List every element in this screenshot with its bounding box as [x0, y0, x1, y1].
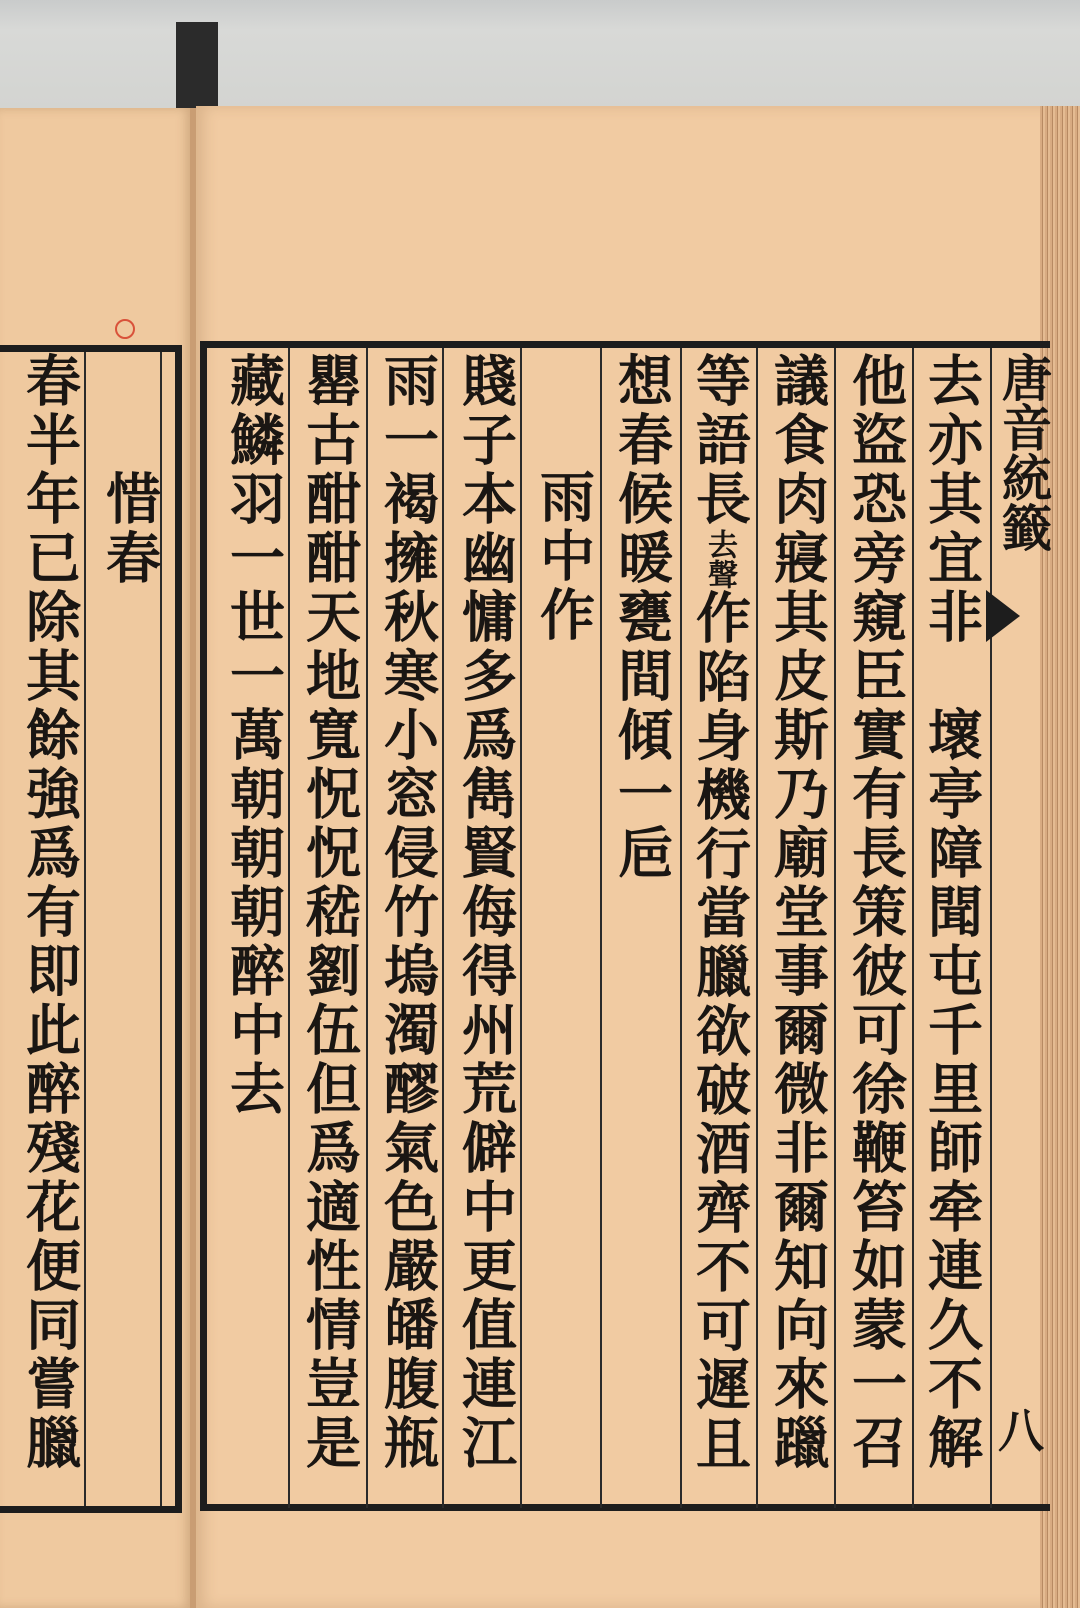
column-text: 等語長 [687, 352, 752, 529]
fishtail-mark [986, 590, 1020, 642]
column-rule [680, 348, 682, 1508]
text-column-9: 罌古酣酣天地寬怳怳嵇劉伍但爲適性情豈是 [297, 352, 362, 1473]
text-column-8: 雨一褐擁秋寒小窓侵竹塢濁醪氣色嚴皤腹瓶 [375, 352, 440, 1473]
column-rule [288, 348, 290, 1508]
red-circle-mark [115, 319, 135, 339]
column-rule [912, 348, 914, 1508]
text-column-4 [686, 352, 752, 1474]
column-rule [84, 352, 86, 1506]
text-column-10: 藏鱗羽一世一萬朝朝朝醉中去 [221, 352, 286, 1119]
left-text-column: 春半年已除其餘強爲有即此醉殘花便同嘗臘 [17, 352, 82, 1473]
spine-shadow [176, 22, 218, 108]
poem-title: 雨中作 [531, 468, 596, 645]
column-rule [442, 348, 444, 1508]
column-rule [834, 348, 836, 1508]
column-rule [990, 348, 992, 1508]
column-text: 作陷身機行當臘欲破酒齊不可遲且 [687, 589, 752, 1474]
column-rule [366, 348, 368, 1508]
text-column-5: 想春候暖甕間傾一巵 [609, 352, 674, 883]
tone-note: 去聲 [702, 529, 737, 589]
text-column-1: 去亦其宜非 壞亭障聞屯千里師牵連久不解 [919, 352, 984, 1473]
column-rule [520, 348, 522, 1508]
left-poem-title: 惜春 [97, 470, 162, 588]
column-rule [600, 348, 602, 1508]
page-number: 八 [998, 1404, 1044, 1458]
text-column-7: 賤子本幽慵多爲雋賢侮得州荒僻中更值連江 [453, 352, 518, 1473]
scanner-background [0, 0, 1080, 108]
text-column-3: 議食肉寢其皮斯乃廟堂事爾微非爾知向來躐 [765, 352, 830, 1473]
text-column-2: 他盜恐旁窺臣實有長策彼可徐鞭笞如蒙一召 [843, 352, 908, 1473]
column-rule [756, 348, 758, 1508]
margin-title: 唐音統籤 [994, 352, 1053, 552]
